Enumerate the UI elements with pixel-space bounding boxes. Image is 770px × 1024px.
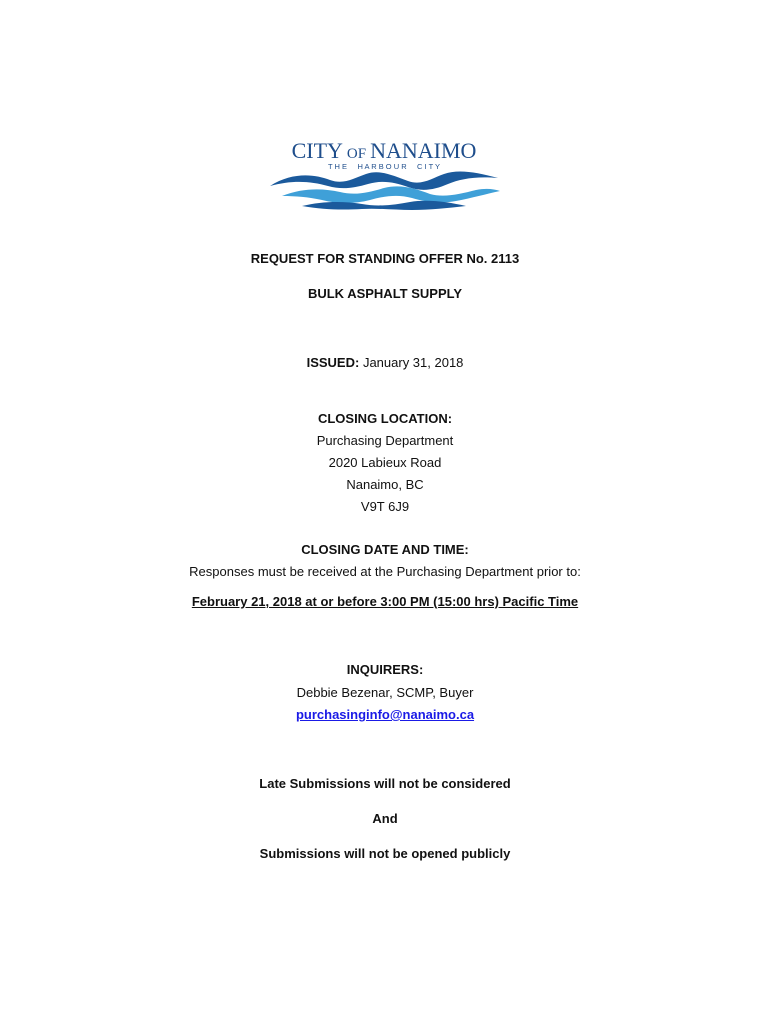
inquirer-name: Debbie Bezenar, SCMP, Buyer — [296, 685, 474, 700]
issued-label: ISSUED: — [306, 355, 360, 370]
closing-location-label: CLOSING LOCATION: — [317, 411, 453, 426]
logo-graphic — [262, 134, 506, 214]
inquirer-email-link[interactable]: purchasinginfo@nanaimo.ca — [295, 707, 475, 722]
city-of-nanaimo-logo — [262, 134, 506, 214]
closing-datetime-label: CLOSING DATE AND TIME: — [301, 542, 469, 557]
closing-location-line: Purchasing Department — [316, 433, 454, 448]
and-connector: And — [372, 811, 398, 826]
closing-location-line: Nanaimo, BC — [346, 477, 424, 492]
public-opening-notice: Submissions will not be opened publicly — [259, 846, 511, 861]
waves-icon — [270, 171, 500, 210]
document-subtitle: BULK ASPHALT SUPPLY — [307, 286, 463, 301]
closing-datetime-value: February 21, 2018 at or before 3:00 PM (15:00 hrs) Pacific Time — [191, 594, 579, 609]
closing-location-line: V9T 6J9 — [360, 499, 410, 514]
document-title: REQUEST FOR STANDING OFFER No. 2113 — [250, 251, 520, 266]
inquirer-email-row — [0, 707, 770, 723]
logo-tagline: T H E H A R B O U R C I T Y — [328, 162, 440, 171]
logo-wordmark: CITY OF NANAIMO — [291, 138, 477, 163]
issued-line — [0, 355, 770, 371]
late-submissions-notice: Late Submissions will not be considered — [259, 776, 511, 791]
closing-datetime-text: Responses must be received at the Purchasing Department prior to: — [189, 564, 581, 579]
inquirers-label: INQUIRERS: — [346, 662, 424, 677]
closing-location-line: 2020 Labieux Road — [328, 455, 442, 470]
issued-value: January 31, 2018 — [359, 355, 464, 370]
